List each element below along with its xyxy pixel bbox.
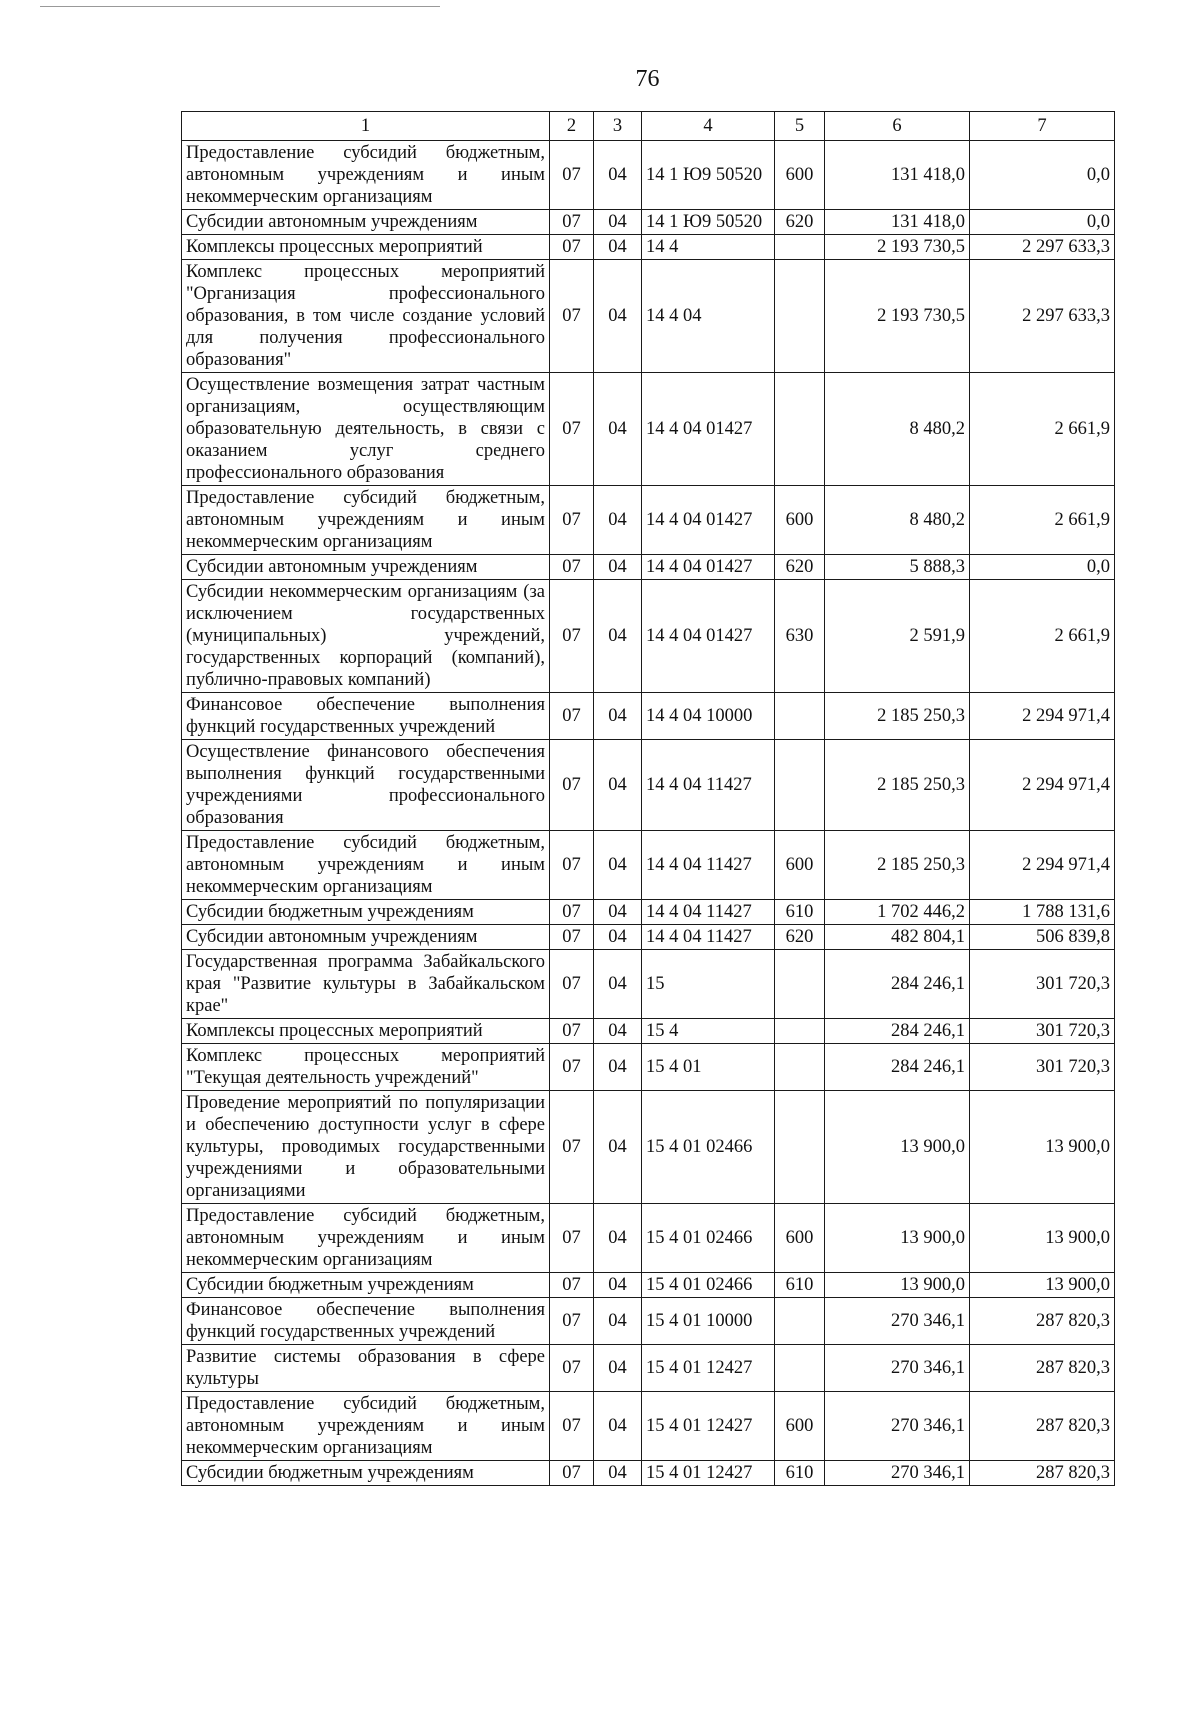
row-subsection-code: 04 bbox=[594, 831, 642, 900]
row-section-code: 07 bbox=[550, 1204, 594, 1273]
row-target-article: 15 4 01 10000 bbox=[642, 1298, 775, 1345]
row-section-code: 07 bbox=[550, 141, 594, 210]
table-row bbox=[182, 235, 1115, 260]
row-name: Развитие системы образования в сфере культуры bbox=[182, 1345, 550, 1392]
row-amount-year-1: 284 246,1 bbox=[825, 1019, 970, 1044]
row-subsection-code: 04 bbox=[594, 1345, 642, 1392]
table-row bbox=[182, 1392, 1115, 1461]
table-row bbox=[182, 1204, 1115, 1273]
table-row bbox=[182, 1345, 1115, 1392]
row-target-article: 14 4 04 11427 bbox=[642, 900, 775, 925]
row-target-article: 15 4 01 bbox=[642, 1044, 775, 1091]
table-header-row bbox=[182, 112, 1115, 141]
row-name: Предоставление субсидий бюджетным, автономным учреждениям и иным некоммерческим организациям bbox=[182, 1204, 550, 1273]
row-amount-year-1: 2 591,9 bbox=[825, 580, 970, 693]
row-expense-type: 600 bbox=[775, 1392, 825, 1461]
row-expense-type bbox=[775, 1019, 825, 1044]
row-amount-year-1: 2 193 730,5 bbox=[825, 235, 970, 260]
row-amount-year-1: 2 185 250,3 bbox=[825, 693, 970, 740]
table-row bbox=[182, 740, 1115, 831]
row-subsection-code: 04 bbox=[594, 1019, 642, 1044]
row-name: Проведение мероприятий по популяризации и обеспечению доступности услуг в сфере культуры, проводимых государственными учреждениями и образовательными организациями bbox=[182, 1091, 550, 1204]
row-name: Субсидии автономным учреждениям bbox=[182, 925, 550, 950]
scan-artifact-line bbox=[40, 6, 440, 7]
row-expense-type: 610 bbox=[775, 1461, 825, 1486]
row-name: Субсидии бюджетным учреждениям bbox=[182, 1461, 550, 1486]
table-row bbox=[182, 373, 1115, 486]
table-row bbox=[182, 555, 1115, 580]
row-expense-type bbox=[775, 950, 825, 1019]
row-name: Предоставление субсидий бюджетным, автономным учреждениям и иным некоммерческим организациям bbox=[182, 141, 550, 210]
row-expense-type: 620 bbox=[775, 555, 825, 580]
table-row bbox=[182, 1273, 1115, 1298]
table-row bbox=[182, 693, 1115, 740]
table-row bbox=[182, 900, 1115, 925]
row-section-code: 07 bbox=[550, 740, 594, 831]
header-col-4: 4 bbox=[642, 112, 775, 141]
table-row bbox=[182, 1298, 1115, 1345]
row-target-article: 15 4 bbox=[642, 1019, 775, 1044]
row-section-code: 07 bbox=[550, 1345, 594, 1392]
table-row bbox=[182, 1019, 1115, 1044]
row-amount-year-2: 2 294 971,4 bbox=[970, 740, 1115, 831]
row-subsection-code: 04 bbox=[594, 740, 642, 831]
table-row bbox=[182, 210, 1115, 235]
row-expense-type bbox=[775, 373, 825, 486]
row-subsection-code: 04 bbox=[594, 235, 642, 260]
row-amount-year-2: 2 297 633,3 bbox=[970, 260, 1115, 373]
row-amount-year-2: 301 720,3 bbox=[970, 950, 1115, 1019]
row-target-article: 14 4 04 11427 bbox=[642, 831, 775, 900]
row-target-article: 14 4 04 11427 bbox=[642, 740, 775, 831]
row-subsection-code: 04 bbox=[594, 486, 642, 555]
row-name: Комплексы процессных мероприятий bbox=[182, 1019, 550, 1044]
row-expense-type bbox=[775, 260, 825, 373]
row-amount-year-2: 13 900,0 bbox=[970, 1204, 1115, 1273]
row-name: Субсидии автономным учреждениям bbox=[182, 210, 550, 235]
table-row bbox=[182, 260, 1115, 373]
row-section-code: 07 bbox=[550, 693, 594, 740]
row-expense-type: 600 bbox=[775, 486, 825, 555]
row-amount-year-1: 5 888,3 bbox=[825, 555, 970, 580]
row-section-code: 07 bbox=[550, 555, 594, 580]
table-row bbox=[182, 486, 1115, 555]
row-name: Государственная программа Забайкальского края "Развитие культуры в Забайкальском крае" bbox=[182, 950, 550, 1019]
row-target-article: 15 4 01 12427 bbox=[642, 1392, 775, 1461]
row-expense-type: 610 bbox=[775, 1273, 825, 1298]
page-number: 76 bbox=[635, 66, 660, 92]
row-expense-type bbox=[775, 1091, 825, 1204]
row-amount-year-2: 2 661,9 bbox=[970, 373, 1115, 486]
row-name: Комплекс процессных мероприятий "Организация профессионального образования, в том числе создание условий для получения профессионального образования" bbox=[182, 260, 550, 373]
row-amount-year-2: 13 900,0 bbox=[970, 1273, 1115, 1298]
row-section-code: 07 bbox=[550, 1461, 594, 1486]
row-subsection-code: 04 bbox=[594, 1204, 642, 1273]
row-amount-year-1: 284 246,1 bbox=[825, 950, 970, 1019]
row-section-code: 07 bbox=[550, 1044, 594, 1091]
row-target-article: 15 4 01 02466 bbox=[642, 1091, 775, 1204]
row-section-code: 07 bbox=[550, 373, 594, 486]
row-amount-year-1: 2 185 250,3 bbox=[825, 831, 970, 900]
row-section-code: 07 bbox=[550, 1273, 594, 1298]
row-section-code: 07 bbox=[550, 1019, 594, 1044]
row-target-article: 14 4 04 bbox=[642, 260, 775, 373]
row-section-code: 07 bbox=[550, 925, 594, 950]
row-name: Предоставление субсидий бюджетным, автономным учреждениям и иным некоммерческим организациям bbox=[182, 1392, 550, 1461]
row-subsection-code: 04 bbox=[594, 580, 642, 693]
row-target-article: 14 4 bbox=[642, 235, 775, 260]
row-section-code: 07 bbox=[550, 950, 594, 1019]
row-subsection-code: 04 bbox=[594, 1461, 642, 1486]
header-col-2: 2 bbox=[550, 112, 594, 141]
row-section-code: 07 bbox=[550, 580, 594, 693]
row-name: Субсидии бюджетным учреждениям bbox=[182, 900, 550, 925]
row-expense-type: 620 bbox=[775, 210, 825, 235]
row-target-article: 14 4 04 11427 bbox=[642, 925, 775, 950]
row-subsection-code: 04 bbox=[594, 373, 642, 486]
header-col-6: 6 bbox=[825, 112, 970, 141]
row-amount-year-1: 270 346,1 bbox=[825, 1345, 970, 1392]
row-target-article: 15 4 01 12427 bbox=[642, 1461, 775, 1486]
row-amount-year-1: 284 246,1 bbox=[825, 1044, 970, 1091]
row-expense-type bbox=[775, 740, 825, 831]
row-amount-year-1: 8 480,2 bbox=[825, 486, 970, 555]
row-amount-year-2: 287 820,3 bbox=[970, 1298, 1115, 1345]
row-amount-year-2: 287 820,3 bbox=[970, 1392, 1115, 1461]
header-col-5: 5 bbox=[775, 112, 825, 141]
row-target-article: 15 bbox=[642, 950, 775, 1019]
header-col-3: 3 bbox=[594, 112, 642, 141]
row-expense-type: 600 bbox=[775, 831, 825, 900]
row-section-code: 07 bbox=[550, 260, 594, 373]
row-name: Осуществление финансового обеспечения выполнения функций государственными учреждениями профессионального образования bbox=[182, 740, 550, 831]
table-row bbox=[182, 580, 1115, 693]
row-section-code: 07 bbox=[550, 486, 594, 555]
row-subsection-code: 04 bbox=[594, 1392, 642, 1461]
row-amount-year-2: 0,0 bbox=[970, 141, 1115, 210]
table-body bbox=[182, 141, 1115, 1486]
table-row bbox=[182, 1044, 1115, 1091]
row-target-article: 15 4 01 02466 bbox=[642, 1273, 775, 1298]
row-subsection-code: 04 bbox=[594, 900, 642, 925]
row-section-code: 07 bbox=[550, 235, 594, 260]
row-name: Субсидии бюджетным учреждениям bbox=[182, 1273, 550, 1298]
row-amount-year-1: 13 900,0 bbox=[825, 1091, 970, 1204]
row-amount-year-2: 2 294 971,4 bbox=[970, 693, 1115, 740]
row-expense-type bbox=[775, 693, 825, 740]
row-expense-type: 600 bbox=[775, 1204, 825, 1273]
row-amount-year-1: 2 185 250,3 bbox=[825, 740, 970, 831]
table-row bbox=[182, 831, 1115, 900]
row-subsection-code: 04 bbox=[594, 1044, 642, 1091]
row-subsection-code: 04 bbox=[594, 210, 642, 235]
row-amount-year-1: 131 418,0 bbox=[825, 210, 970, 235]
row-amount-year-2: 287 820,3 bbox=[970, 1345, 1115, 1392]
row-target-article: 15 4 01 02466 bbox=[642, 1204, 775, 1273]
row-section-code: 07 bbox=[550, 1298, 594, 1345]
row-name: Комплекс процессных мероприятий "Текущая деятельность учреждений" bbox=[182, 1044, 550, 1091]
row-name: Финансовое обеспечение выполнения функций государственных учреждений bbox=[182, 1298, 550, 1345]
row-section-code: 07 bbox=[550, 210, 594, 235]
budget-table bbox=[181, 111, 1115, 1486]
row-expense-type: 600 bbox=[775, 141, 825, 210]
row-amount-year-1: 1 702 446,2 bbox=[825, 900, 970, 925]
row-section-code: 07 bbox=[550, 900, 594, 925]
row-amount-year-2: 301 720,3 bbox=[970, 1044, 1115, 1091]
row-amount-year-2: 13 900,0 bbox=[970, 1091, 1115, 1204]
row-amount-year-1: 13 900,0 bbox=[825, 1273, 970, 1298]
row-amount-year-2: 2 661,9 bbox=[970, 580, 1115, 693]
row-name: Предоставление субсидий бюджетным, автономным учреждениям и иным некоммерческим организациям bbox=[182, 831, 550, 900]
row-target-article: 14 1 Ю9 50520 bbox=[642, 141, 775, 210]
row-expense-type bbox=[775, 1345, 825, 1392]
table-row bbox=[182, 950, 1115, 1019]
row-target-article: 14 4 04 01427 bbox=[642, 580, 775, 693]
row-expense-type: 620 bbox=[775, 925, 825, 950]
row-name: Предоставление субсидий бюджетным, автономным учреждениям и иным некоммерческим организациям bbox=[182, 486, 550, 555]
row-target-article: 14 4 04 10000 bbox=[642, 693, 775, 740]
row-target-article: 14 1 Ю9 50520 bbox=[642, 210, 775, 235]
row-amount-year-1: 270 346,1 bbox=[825, 1298, 970, 1345]
row-section-code: 07 bbox=[550, 1392, 594, 1461]
table-row bbox=[182, 925, 1115, 950]
row-amount-year-2: 301 720,3 bbox=[970, 1019, 1115, 1044]
row-amount-year-1: 270 346,1 bbox=[825, 1461, 970, 1486]
row-subsection-code: 04 bbox=[594, 1273, 642, 1298]
row-section-code: 07 bbox=[550, 1091, 594, 1204]
row-name: Субсидии некоммерческим организациям (за исключением государственных (муниципальных) учреждений, государственных корпораций (компаний), публично-правовых компаний) bbox=[182, 580, 550, 693]
row-target-article: 14 4 04 01427 bbox=[642, 555, 775, 580]
row-amount-year-1: 131 418,0 bbox=[825, 141, 970, 210]
row-amount-year-1: 270 346,1 bbox=[825, 1392, 970, 1461]
row-amount-year-1: 13 900,0 bbox=[825, 1204, 970, 1273]
row-amount-year-2: 2 661,9 bbox=[970, 486, 1115, 555]
row-expense-type bbox=[775, 235, 825, 260]
row-target-article: 15 4 01 12427 bbox=[642, 1345, 775, 1392]
row-subsection-code: 04 bbox=[594, 555, 642, 580]
row-subsection-code: 04 bbox=[594, 260, 642, 373]
row-amount-year-2: 0,0 bbox=[970, 210, 1115, 235]
table-row bbox=[182, 1091, 1115, 1204]
table-row bbox=[182, 1461, 1115, 1486]
row-expense-type: 630 bbox=[775, 580, 825, 693]
row-name: Осуществление возмещения затрат частным организациям, осуществляющим образовательную деятельность, в связи с оказанием услуг среднего профессионального образования bbox=[182, 373, 550, 486]
row-expense-type bbox=[775, 1298, 825, 1345]
header-col-7: 7 bbox=[970, 112, 1115, 141]
row-amount-year-1: 8 480,2 bbox=[825, 373, 970, 486]
row-amount-year-2: 287 820,3 bbox=[970, 1461, 1115, 1486]
row-amount-year-2: 0,0 bbox=[970, 555, 1115, 580]
row-amount-year-2: 2 297 633,3 bbox=[970, 235, 1115, 260]
row-subsection-code: 04 bbox=[594, 1091, 642, 1204]
row-amount-year-2: 1 788 131,6 bbox=[970, 900, 1115, 925]
row-name: Финансовое обеспечение выполнения функций государственных учреждений bbox=[182, 693, 550, 740]
row-target-article: 14 4 04 01427 bbox=[642, 373, 775, 486]
row-amount-year-2: 2 294 971,4 bbox=[970, 831, 1115, 900]
row-subsection-code: 04 bbox=[594, 693, 642, 740]
row-name: Комплексы процессных мероприятий bbox=[182, 235, 550, 260]
row-subsection-code: 04 bbox=[594, 925, 642, 950]
row-amount-year-1: 2 193 730,5 bbox=[825, 260, 970, 373]
row-expense-type bbox=[775, 1044, 825, 1091]
row-subsection-code: 04 bbox=[594, 1298, 642, 1345]
row-section-code: 07 bbox=[550, 831, 594, 900]
row-subsection-code: 04 bbox=[594, 141, 642, 210]
row-name: Субсидии автономным учреждениям bbox=[182, 555, 550, 580]
row-target-article: 14 4 04 01427 bbox=[642, 486, 775, 555]
row-amount-year-1: 482 804,1 bbox=[825, 925, 970, 950]
row-subsection-code: 04 bbox=[594, 950, 642, 1019]
header-col-1: 1 bbox=[182, 112, 550, 141]
table-row bbox=[182, 141, 1115, 210]
row-expense-type: 610 bbox=[775, 900, 825, 925]
row-amount-year-2: 506 839,8 bbox=[970, 925, 1115, 950]
